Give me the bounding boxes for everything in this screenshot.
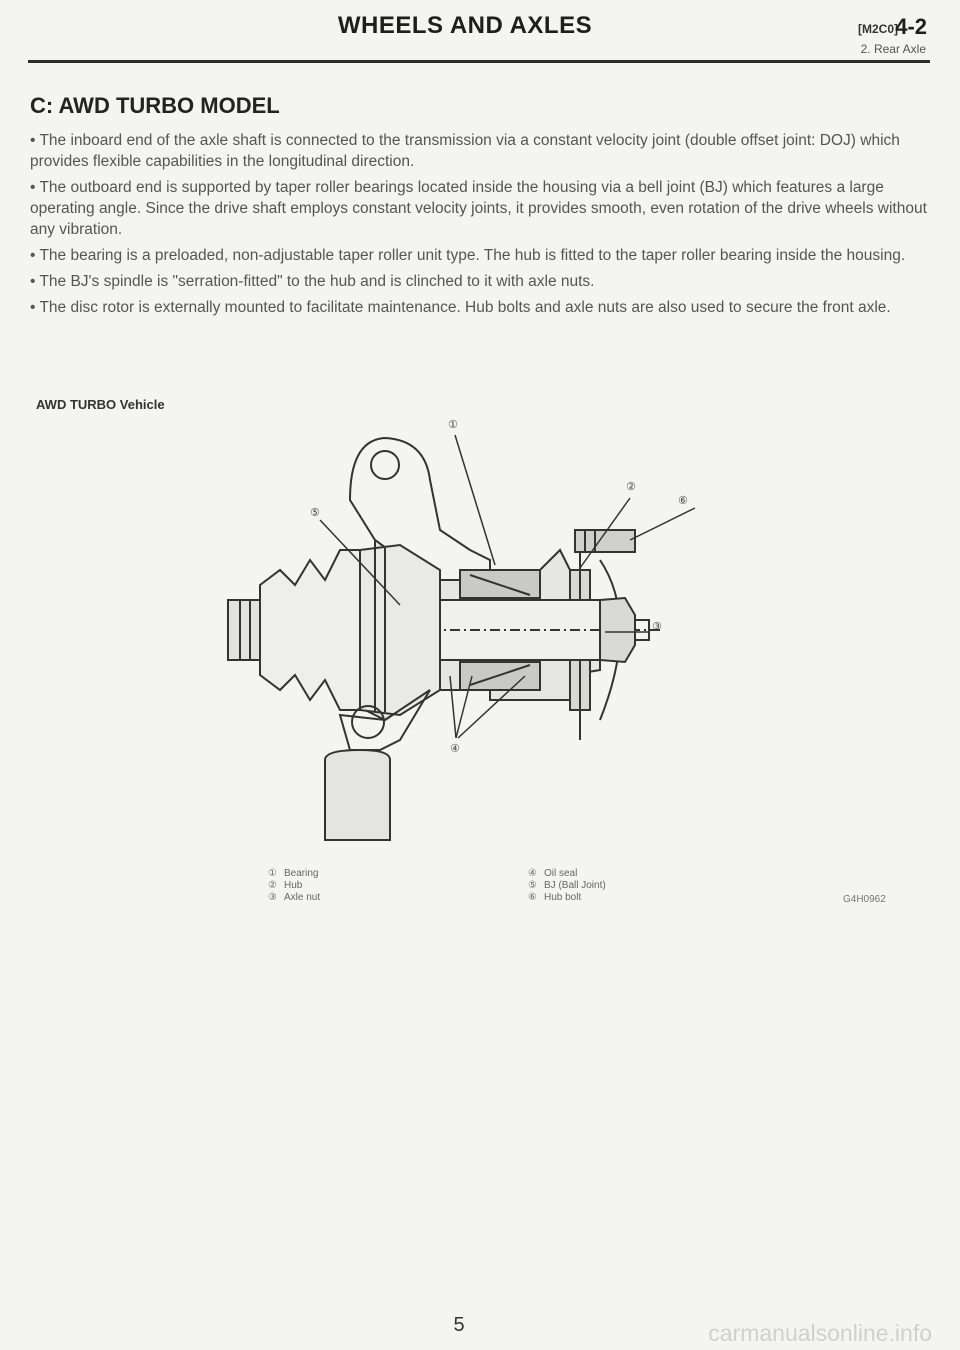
legend-label: Hub [284,880,303,891]
cv-boot [260,550,360,710]
legend-number: ② [268,880,277,891]
boot-end [228,600,260,660]
ball-joint-housing [360,545,440,715]
legend-label: Axle nut [284,892,321,903]
legend-label: Oil seal [544,868,578,879]
page-header-title: WHEELS AND AXLES [337,12,593,39]
subsection-label: 2. Rear Axle [860,42,926,56]
figure-legend-right [528,868,606,904]
legend-label: BJ (Ball Joint) [544,880,606,891]
header-rule [28,60,930,63]
legend-number: ① [268,868,277,879]
paragraph: • The outboard end is supported by taper roller bearings located inside the housing via a bell joint (BJ) which features a large operating angle. Since the drive shaft employs constant velocity joints, it provides smooth, even rotation of the drive wheels without any vibration. [30,179,927,238]
strut-stub [325,750,390,840]
paragraph: • The BJ's spindle is "serration-fitted" to the hub and is clinched to it with axle nuts. [30,273,595,290]
legend-label: Hub bolt [544,892,582,903]
figure-caption: AWD TURBO Vehicle [36,397,165,412]
paragraph: • The disc rotor is externally mounted to facilitate maintenance. Hub bolts and axle nuts are also used to secure the front axle. [30,299,891,316]
callout-6: ⑥ [678,495,688,507]
callout-1: ① [448,419,458,431]
legend-item [268,892,320,904]
legend-item [528,892,606,904]
callout-4: ④ [450,743,460,755]
page-number: 5 [453,1314,465,1336]
axle-nut [600,598,635,662]
legend-label: Bearing [284,868,319,879]
section-code: [M2C0] [857,22,898,36]
legend-item [528,868,606,880]
watermark: carmanualsonline.info [708,1320,932,1346]
callout-5: ⑤ [310,507,320,519]
callout-3: ③ [652,621,662,633]
legend-item [268,868,320,880]
legend-item [268,880,320,892]
figure-legend-left [268,868,320,904]
figure-id: G4H0962 [843,894,886,905]
section-title: C: AWD TURBO MODEL [30,93,280,118]
rear-axle-diagram [200,420,720,860]
callout-2: ② [626,481,636,493]
legend-number: ④ [528,868,537,879]
body-text [30,130,930,323]
rear-axle-drawing [200,420,720,860]
page-reference: 4-2 [895,14,927,39]
legend-item [528,880,606,892]
legend-number: ⑤ [528,880,537,891]
legend-number: ⑥ [528,892,537,903]
paragraph: • The inboard end of the axle shaft is connected to the transmission via a constant velocity joint (double offset joint: DOJ) which provides flexible capabilities in the longitudinal direction. [30,132,900,170]
upper-mount-hole [371,451,399,479]
legend-number: ③ [268,892,277,903]
paragraph: • The bearing is a preloaded, non-adjustable taper roller unit type. The hub is fitted to the taper roller bearing inside the housing. [30,247,906,264]
